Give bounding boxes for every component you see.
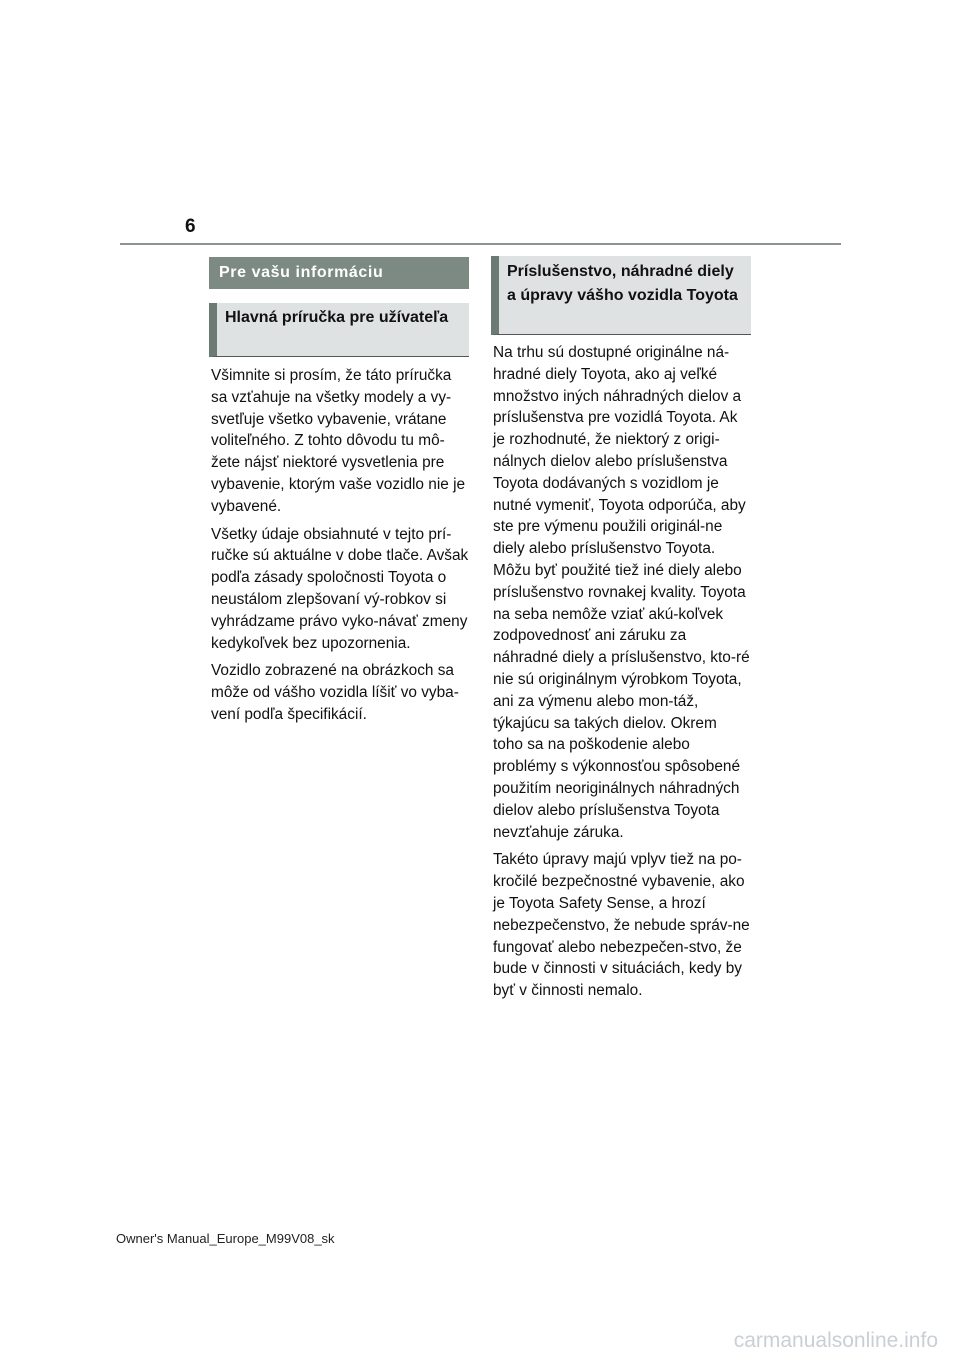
- right-column: [491, 256, 751, 1002]
- section-title: Pre vašu informáciu: [209, 257, 469, 289]
- paragraph: Všetky údaje obsiahnuté v tejto prí-ručke sú aktuálne v dobe tlače. Avšak podľa zásady spoločnosti Toyota o neustálom zlepšovaní vý-robkov si vyhrádzame právo vyko-návať zmeny kedykoľvek bez upozornenia.: [211, 525, 469, 652]
- subheading-accessories: Príslušenstvo, náhradné diely a úpravy vášho vozidla Toyota: [491, 256, 751, 335]
- header-rule: [120, 243, 841, 245]
- left-column: [209, 257, 469, 726]
- paragraph: Na trhu sú dostupné originálne ná-hradné diely Toyota, ako aj veľké množstvo iných náhradných dielov a príslušenstva pre vozidlá Toyota. Ak je rozhodnuté, že niektorý z origi-nálnych dielov alebo príslušenstva Toyota dodávaných s vozidlom je nutné vymeniť, Toyota odporúča, aby ste pre výmenu použili originál-ne diely alebo príslušenstvo Toyota. Môžu byť použité tiež iné diely alebo príslušenstvo rovnakej kvality. Toyota na seba nemôže vziať akú-koľvek zodpovednosť ani záruku za náhradné diely a príslušenstvo, kto-ré nie sú originálnym výrobkom Toyota, ani za výmenu alebo mon-táž, týkajúcu sa takých dielov. Okrem toho sa na poškodenie alebo problémy s výkonnosťou spôsobené použitím neoriginálnych náhradných dielov alebo príslušenstva Toyota nevzťahuje záruka.: [493, 344, 750, 841]
- watermark: carmanualsonline.info: [733, 1329, 938, 1352]
- footer-doc-id: Owner's Manual_Europe_M99V08_sk: [116, 1231, 335, 1246]
- paragraph: Takéto úpravy majú vplyv tiež na po-kročilé bezpečnostné vybavenie, ako je Toyota Safety Sense, a hrozí nebezpečenstvo, že nebude správ-ne fungovať alebo nebezpečen-stvo, že bude v činnosti v situáciách, kedy by byť v činnosti nemalo.: [493, 851, 750, 1000]
- paragraph: Vozidlo zobrazené na obrázkoch sa môže od vášho vozidla líšiť vo vyba-vení podľa špecifikácií.: [211, 662, 459, 723]
- paragraph: Všimnite si prosím, že táto príručka sa vzťahuje na všetky modely a vy-svetľuje všetko vybavenie, vrátane voliteľného. Z tohto dôvodu tu mô-žete nájsť niektoré vysvetlenia pre vybavenie, ktorým vaše vozidlo nie je vybavené.: [211, 367, 466, 515]
- page-number: 6: [185, 216, 196, 237]
- subheading-manual: Hlavná príručka pre užívateľa: [209, 303, 469, 357]
